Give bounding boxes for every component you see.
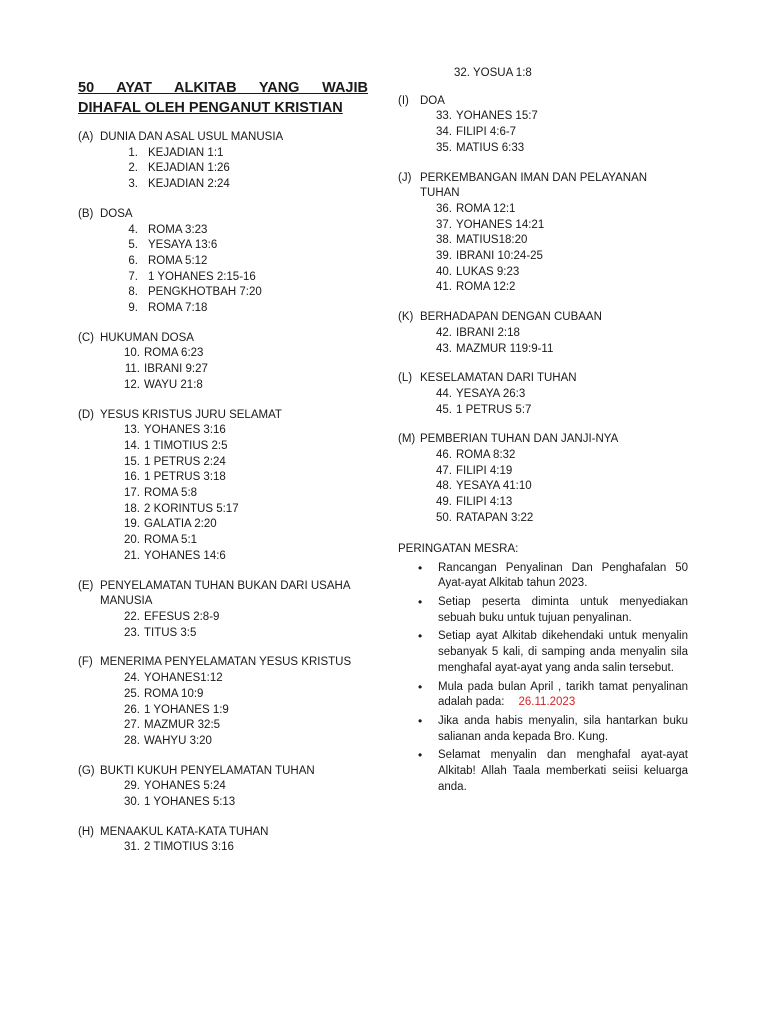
section-letter: (A) (78, 131, 94, 143)
verse-list (398, 326, 688, 357)
note-text: Rancangan Penyalinan Dan Penghafalan 50 Ayat-ayat Alkitab tahun 2023. (438, 561, 688, 590)
title-line-1: 50 AYAT ALKITAB YANG WAJIB (78, 80, 368, 96)
verse-number: 16. (124, 471, 140, 484)
verse-reference: 1 PETRUS 5:7 (456, 403, 532, 416)
verse-number: 12. (124, 378, 140, 391)
verse-item (78, 610, 368, 626)
verse-item (78, 362, 368, 378)
title-line-2: DIHAFAL OLEH PENGANUT KRISTIAN (78, 100, 343, 116)
section-letter: (C) (78, 331, 94, 344)
verse-number: 5. (128, 239, 138, 252)
verse-item (398, 109, 688, 125)
verse-number: 11. (124, 363, 140, 376)
verse-item (398, 448, 688, 464)
verse-reference: YOHANES 14:21 (456, 218, 545, 231)
verse-item: 32. YOSUA 1:8 (454, 67, 532, 79)
note-item (418, 748, 688, 795)
verse-list (78, 840, 368, 856)
section-block (78, 655, 368, 749)
verse-number: 46. (436, 449, 452, 462)
note-text: Setiap ayat Alkitab dikehendaki untuk menyalin sebanyak 5 kali, di samping anda menyalin sila menghafal ayat-ayat yang anda salin tersebut. (438, 630, 688, 674)
notes-list (398, 561, 688, 796)
verse-item (398, 495, 688, 511)
section-letter: (L) (398, 372, 413, 385)
verse-number: 34. (436, 126, 452, 139)
verse-reference: 1 PETRUS 2:24 (144, 455, 226, 468)
verse-list (398, 202, 688, 296)
section-heading-text: BERHADAPAN DENGAN CUBAAN (420, 311, 602, 324)
verse-reference: IBRANI 2:18 (456, 326, 520, 339)
verse-number: 3. (128, 178, 138, 191)
section-heading (398, 432, 688, 448)
verse-item (398, 464, 688, 480)
section-heading-text: KESELAMATAN DARI TUHAN (420, 372, 577, 385)
verse-reference: 1 YOHANES 1:9 (144, 703, 229, 716)
note-text: Mula pada bulan April , tarikh tamat penyalinan adalah pada: 26.11.2023 (438, 680, 688, 709)
verse-item (78, 346, 368, 362)
verse-item (78, 161, 368, 177)
verse-number: 2. (128, 162, 138, 175)
verse-reference: ROMA 6:23 (144, 347, 204, 360)
left-column (78, 78, 368, 870)
verse-reference: YOHANES 5:24 (144, 780, 226, 793)
verse-number: 42. (436, 326, 452, 339)
section-letter: (B) (78, 207, 94, 220)
verse-number: 38. (436, 234, 452, 247)
verse-number: 40. (436, 265, 452, 278)
section-heading (78, 655, 368, 671)
verse-number: 41. (436, 281, 452, 294)
verse-reference: ROMA 8:32 (456, 449, 516, 462)
section-heading (398, 171, 688, 202)
verse-reference: YOHANES 14:6 (144, 549, 226, 562)
verse-number: 24. (124, 672, 140, 685)
verse-item (78, 734, 368, 750)
verse-item (398, 233, 688, 249)
section-block (78, 207, 368, 317)
section-heading (78, 331, 368, 347)
verse-item (78, 502, 368, 518)
verse-number: 28. (124, 734, 140, 747)
verse-number: 25. (124, 687, 140, 700)
section-letter: (G) (78, 764, 95, 777)
section-block (78, 764, 368, 811)
verse-list (78, 146, 368, 193)
section-heading-text: YESUS KRISTUS JURU SELAMAT (100, 408, 282, 421)
verse-number: 29. (124, 780, 140, 793)
section-letter: (D) (78, 408, 94, 421)
verse-reference: RATAPAN 3:22 (456, 511, 534, 524)
verse-item (78, 703, 368, 719)
verse-item (78, 223, 368, 239)
verse-item (398, 202, 688, 218)
verse-reference: YOHANES 15:7 (456, 110, 538, 123)
verse-reference: 1 YOHANES 2:15-16 (148, 270, 256, 283)
right-column (398, 67, 688, 798)
verse-reference: FILIPI 4:19 (456, 464, 513, 477)
verse-number: 14. (124, 439, 140, 452)
verse-item (78, 455, 368, 471)
verse-number: 48. (436, 480, 452, 493)
section-heading (78, 825, 368, 841)
verse-reference: ROMA 12:2 (456, 281, 516, 294)
section-heading (78, 408, 368, 424)
verse-item (398, 403, 688, 419)
verse-list (398, 109, 688, 156)
verse-number: 7. (128, 270, 138, 283)
section-letter: (F) (78, 656, 93, 669)
section-heading-text: MENERIMA PENYELAMATAN YESUS KRISTUS (100, 656, 352, 669)
verse-item (78, 840, 368, 856)
bullet-icon: • (418, 629, 423, 644)
bullet-icon: • (418, 713, 423, 728)
section-heading-text: MENAAKUL KATA-KATA TUHAN (100, 825, 269, 838)
verse-reference: MATIUS 6:33 (456, 141, 525, 154)
verse-number: 44. (436, 387, 452, 400)
verse-item (78, 549, 368, 565)
verse-item (398, 387, 688, 403)
verse-reference: YOHANES 3:16 (144, 424, 226, 437)
verse-number: 23. (124, 626, 140, 639)
verse-reference: YESAYA 13:6 (148, 239, 218, 252)
section-heading-text: DOA (420, 94, 445, 107)
verse-reference: FILIPI 4:6-7 (456, 126, 517, 139)
note-item (418, 561, 688, 592)
verse-reference: IBRANI 9:27 (144, 363, 208, 376)
section-heading-text: PERKEMBANGAN IMAN DAN PELAYANAN TUHAN (420, 171, 648, 200)
section-letter: (H) (78, 825, 94, 838)
verse-item (78, 795, 368, 811)
left-sections (78, 130, 368, 856)
verse-reference: LUKAS 9:23 (456, 265, 520, 278)
verse-item (78, 517, 368, 533)
verse-reference: 1 YOHANES 5:13 (144, 796, 236, 809)
verse-item (78, 146, 368, 162)
verse-item (398, 249, 688, 265)
verse-reference: 1 PETRUS 3:18 (144, 471, 226, 484)
verse-number: 4. (128, 223, 138, 236)
verse-item (78, 254, 368, 270)
section-heading-text: PEMBERIAN TUHAN DAN JANJI-NYA (420, 433, 619, 446)
verse-number: 19. (124, 518, 140, 531)
verse-number: 45. (436, 403, 452, 416)
section-heading-text: BUKTI KUKUH PENYELAMATAN TUHAN (100, 764, 315, 777)
verse-number: 47. (436, 464, 452, 477)
verse-reference: 2 KORINTUS 5:17 (144, 502, 239, 515)
verse-item (78, 378, 368, 394)
verse-list (398, 387, 688, 418)
verse-list (78, 610, 368, 641)
verse-item (398, 265, 688, 281)
note-item (418, 714, 688, 745)
verse-item (78, 301, 368, 317)
verse-item (78, 238, 368, 254)
verse-reference: TITUS 3:5 (144, 626, 197, 639)
note-item (418, 629, 688, 676)
verse-item (398, 218, 688, 234)
verse-list (78, 779, 368, 810)
verse-number: 21. (124, 549, 140, 562)
verse-reference: EFESUS 2:8-9 (144, 610, 220, 623)
section-heading (78, 130, 368, 146)
verse-reference: WAYU 21:8 (144, 378, 203, 391)
section-heading-text: HUKUMAN DOSA (100, 331, 194, 344)
verse-reference: ROMA 3:23 (148, 223, 208, 236)
section-heading (78, 207, 368, 223)
section-block (398, 310, 688, 357)
bullet-icon: • (418, 560, 423, 575)
verse-reference: MAZMUR 119:9-11 (456, 342, 554, 355)
note-text: Setiap peserta diminta untuk menyediakan sebuah buku untuk tujuan penyalinan. (438, 595, 688, 624)
verse-list (78, 223, 368, 317)
section-letter: (E) (78, 579, 94, 592)
section-heading (398, 94, 688, 110)
verse-item (78, 177, 368, 193)
verse-reference: YESAYA 26:3 (456, 387, 526, 400)
verse-number: 49. (436, 496, 452, 509)
verse-item (78, 671, 368, 687)
verse-item (398, 479, 688, 495)
notes-section (398, 541, 688, 796)
section-letter: (M) (398, 433, 416, 446)
section-block (78, 825, 368, 856)
verse-item (78, 533, 368, 549)
bullet-icon: • (418, 748, 423, 763)
verse-number: 50. (436, 511, 452, 524)
verse-reference: KEJADIAN 1:1 (148, 146, 224, 159)
verse-item (78, 285, 368, 301)
section-block (78, 331, 368, 394)
verse-item (398, 511, 688, 527)
verse-reference: ROMA 12:1 (456, 202, 516, 215)
verse-item (78, 687, 368, 703)
verse-item (78, 470, 368, 486)
verse-item (398, 125, 688, 141)
section-heading (78, 579, 368, 610)
verse-reference: KEJADIAN 1:26 (148, 162, 230, 175)
section-block (78, 579, 368, 642)
verse-number: 43. (436, 342, 452, 355)
verse-reference: IBRANI 10:24-25 (456, 250, 543, 263)
section-letter: (I) (398, 94, 409, 107)
verse-reference: KEJADIAN 2:24 (148, 178, 230, 191)
verse-number: 26. (124, 703, 140, 716)
verse-reference: ROMA 7:18 (148, 302, 208, 315)
section-heading (398, 310, 688, 326)
section-heading-text: PENYELAMATAN TUHAN BUKAN DARI USAHA MANUSIA (100, 579, 350, 608)
deadline-date: 26.11.2023 (518, 696, 576, 709)
section-heading (398, 371, 688, 387)
verse-item (78, 718, 368, 734)
verse-reference: FILIPI 4:13 (456, 496, 513, 509)
section-heading-text: DOSA (100, 207, 133, 220)
verse-reference: ROMA 5:12 (148, 254, 208, 267)
verse-number: 13. (124, 424, 140, 437)
section-heading (78, 764, 368, 780)
verse-number: 39. (436, 250, 452, 263)
bullet-icon: • (418, 594, 423, 609)
note-item (418, 595, 688, 626)
verse-number: 6. (128, 254, 138, 267)
verse-item (78, 779, 368, 795)
verse-item (78, 423, 368, 439)
verse-item (398, 342, 688, 358)
verse-item (78, 270, 368, 286)
verse-reference: GALATIA 2:20 (144, 518, 217, 531)
verse-number: 17. (124, 487, 140, 500)
verse-number: 1. (128, 146, 138, 159)
section-block (78, 130, 368, 193)
verse-number: 20. (124, 534, 140, 547)
verse-reference: ROMA 5:1 (144, 534, 198, 547)
verse-item (78, 486, 368, 502)
verse-item (398, 141, 688, 157)
verse-list (398, 448, 688, 527)
verse-item (78, 439, 368, 455)
verse-reference: 2 TIMOTIUS 3:16 (144, 841, 234, 854)
notes-title: PERINGATAN MESRA: (398, 542, 519, 555)
verse-number: 35. (436, 141, 452, 154)
section-block (398, 171, 688, 297)
verse-number: 27. (124, 719, 140, 732)
verse-number: 18. (124, 502, 140, 515)
verse-reference: ROMA 5:8 (144, 487, 198, 500)
section-block (78, 408, 368, 565)
verse-reference: WAHYU 3:20 (144, 734, 212, 747)
verse-reference: ROMA 10:9 (144, 687, 204, 700)
verse-number: 9. (128, 302, 138, 315)
verse-list (78, 423, 368, 564)
right-sections (398, 94, 688, 527)
section-letter: (K) (398, 311, 414, 324)
verse-list (78, 671, 368, 750)
note-item (418, 680, 688, 711)
verse-reference: MATIUS18:20 (456, 234, 528, 247)
verse-item (78, 626, 368, 642)
verse-number: 30. (124, 796, 140, 809)
verse-number: 10. (124, 347, 140, 360)
verse-number: 36. (436, 202, 452, 215)
verse-item (398, 326, 688, 342)
note-text: Jika anda habis menyalin, sila hantarkan buku salianan anda kepada Bro. Kung. (438, 714, 688, 743)
verse-item (398, 280, 688, 296)
section-block (398, 432, 688, 526)
verse-number: 15. (124, 455, 140, 468)
verse-number: 8. (128, 286, 138, 299)
document-title (78, 78, 368, 118)
verse-number: 31. (124, 841, 140, 854)
verse-number: 33. (436, 110, 452, 123)
section-letter: (J) (398, 171, 412, 184)
verse-number: 37. (436, 218, 452, 231)
verse-number: 22. (124, 610, 140, 623)
verse-list (78, 346, 368, 393)
verse-reference: PENGKHOTBAH 7:20 (148, 286, 262, 299)
verse-reference: YOHANES1:12 (144, 672, 223, 685)
verse-reference: MAZMUR 32:5 (144, 719, 221, 732)
verse-reference: 1 TIMOTIUS 2:5 (144, 439, 228, 452)
verse-reference: YESAYA 41:10 (456, 480, 532, 493)
section-heading-text: DUNIA DAN ASAL USUL MANUSIA (100, 131, 284, 143)
bullet-icon: • (418, 679, 423, 694)
section-block (398, 371, 688, 418)
note-text: Selamat menyalin dan menghafal ayat-ayat Alkitab! Allah Taala memberkati seiisi keluarga anda. (438, 749, 688, 793)
section-block (398, 94, 688, 157)
